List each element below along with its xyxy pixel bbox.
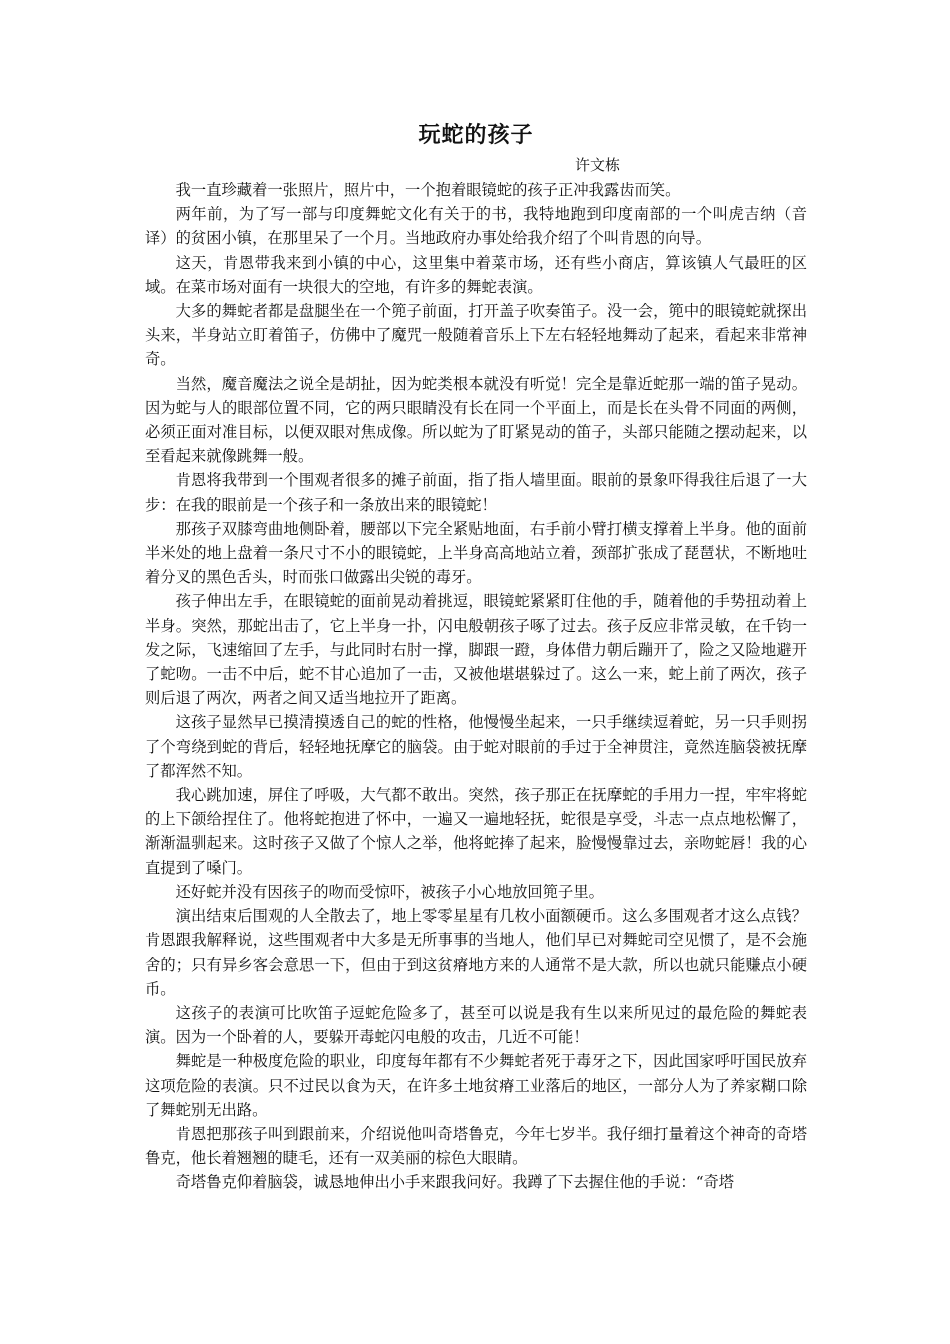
paragraph: 演出结束后围观的人全散去了，地上零零星星有几枚小面额硬币。这么多围观者才这么点钱？肯恩跟我解释说，这些围观者中大多是无所事事的当地人，他们早已对舞蛇司空见惯了，是不会施舍的；只有异乡客会意思一下，但由于到这贫瘠地方来的人通常不是大款，所以也就只能赚点小硬币。 [145, 907, 807, 998]
paragraph: 我一直珍藏着一张照片，照片中，一个抱着眼镜蛇的孩子正冲我露齿而笑。 [175, 181, 681, 199]
paragraph: 肯恩将我带到一个围观者很多的摊子前面，指了指人墙里面。眼前的景象吓得我往后退了一大步：在我的眼前是一个孩子和一条放出来的眼镜蛇！ [145, 471, 807, 514]
paragraph: 我心跳加速，屏住了呼吸，大气都不敢出。突然，孩子那正在抚摩蛇的手用力一捏，牢牢将蛇的上下颌给捏住了。他将蛇抱进了怀中，一遍又一遍地轻抚，蛇很是享受，斗志一点点地松懈了，渐渐温驯起来。这时孩子又做了个惊人之举，他将蛇捧了起来，脸慢慢靠过去，亲吻蛇唇！我的心直提到了嗓门。 [145, 786, 807, 877]
paragraph: 两年前，为了写一部与印度舞蛇文化有关于的书，我特地跑到印度南部的一个叫虎吉纳（音译）的贫困小镇，在那里呆了一个月。当地政府办事处给我介绍了个叫肯恩的向导。 [145, 205, 807, 248]
paragraph: 肯恩把那孩子叫到跟前来，介绍说他叫奇塔鲁克，今年七岁半。我仔细打量着这个神奇的奇塔鲁克，他长着翘翘的睫毛，还有一双美丽的棕色大眼睛。 [145, 1124, 807, 1168]
paragraph: 舞蛇是一种极度危险的职业，印度每年都有不少舞蛇者死于毒牙之下，因此国家呼吁国民放弃这项危险的表演。只不过民以食为天，在许多土地贫瘠工业落后的地区，一部分人为了养家糊口除了舞蛇别无出路。 [145, 1052, 807, 1119]
paragraph: 当然，魔音魔法之说全是胡扯，因为蛇类根本就没有听觉！完全是靠近蛇那一端的笛子晃动。因为蛇与人的眼部位置不同，它的两只眼睛没有长在同一个平面上，而是长在头骨不同面的两侧，必须正面对准目标，以便双眼对焦成像。所以蛇为了盯紧晃动的笛子，头部只能随之摆动起来，以至看起来就像跳舞一般。 [145, 374, 807, 466]
author-name: 许文栋 [575, 156, 621, 174]
paragraph: 这天，肯恩带我来到小镇的中心，这里集中着菜市场，还有些小商店，算该镇人气最旺的区域。在菜市场对面有一块很大的空地，有许多的舞蛇表演。 [145, 253, 807, 296]
document-page [145, 120, 807, 1195]
paragraph: 这孩子显然早已摸清摸透自己的蛇的性格，他慢慢坐起来，一只手继续逗着蛇，另一只手则拐了个弯绕到蛇的背后，轻轻地抚摩它的脑袋。由于蛇对眼前的手过于全神贯注，竟然连脑袋被抚摩了都浑然不知。 [145, 713, 807, 780]
paragraph: 还好蛇并没有因孩子的吻而受惊吓，被孩子小心地放回篼子里。 [175, 882, 604, 901]
article-body [145, 178, 807, 1195]
paragraph: 这孩子的表演可比吹笛子逗蛇危险多了，甚至可以说是我有生以来所见过的最危险的舞蛇表演。因为一个卧着的人，要躲开毒蛇闪电般的攻击，几近不可能！ [145, 1003, 807, 1047]
paragraph: 大多的舞蛇者都是盘腿坐在一个篼子前面，打开盖子吹奏笛子。没一会，篼中的眼镜蛇就探出头来，半身站立盯着笛子，仿佛中了魔咒一般随着音乐上下左右轻轻地舞动了起来，看起来非常神奇。 [145, 302, 807, 369]
paragraph: 那孩子双膝弯曲地侧卧着，腰部以下完全紧贴地面，右手前小臂打横支撑着上半身。他的面前半米处的地上盘着一条尺寸不小的眼镜蛇，上半身高高地站立着，颈部扩张成了琵琶状，不断地吐着分叉的黑色舌头，时而张口做露出尖锐的毒牙。 [145, 519, 807, 587]
paragraph: 奇塔鲁克仰着脑袋，诚恳地伸出小手来跟我问好。我蹲了下去握住他的手说：“奇塔 [175, 1173, 735, 1192]
article-title: 玩蛇的孩子 [418, 123, 534, 148]
paragraph: 孩子伸出左手，在眼镜蛇的面前晃动着挑逗，眼镜蛇紧紧盯住他的手，随着他的手势扭动着上半身。突然，那蛇出击了，它上半身一扑，闪电般朝孩子啄了过去。孩子反应非常灵敏，在千钧一发之际，飞速缩回了左手，与此同时右肘一撑，脚跟一蹬，身体借力朝后蹦开了，险之又险地避开了蛇吻。一击不中后，蛇不甘心追加了一击，又被他堪堪躲过了。这么一来，蛇上前了两次，孩子则后退了两次，两者之间又适当地拉开了距离。 [145, 592, 807, 708]
